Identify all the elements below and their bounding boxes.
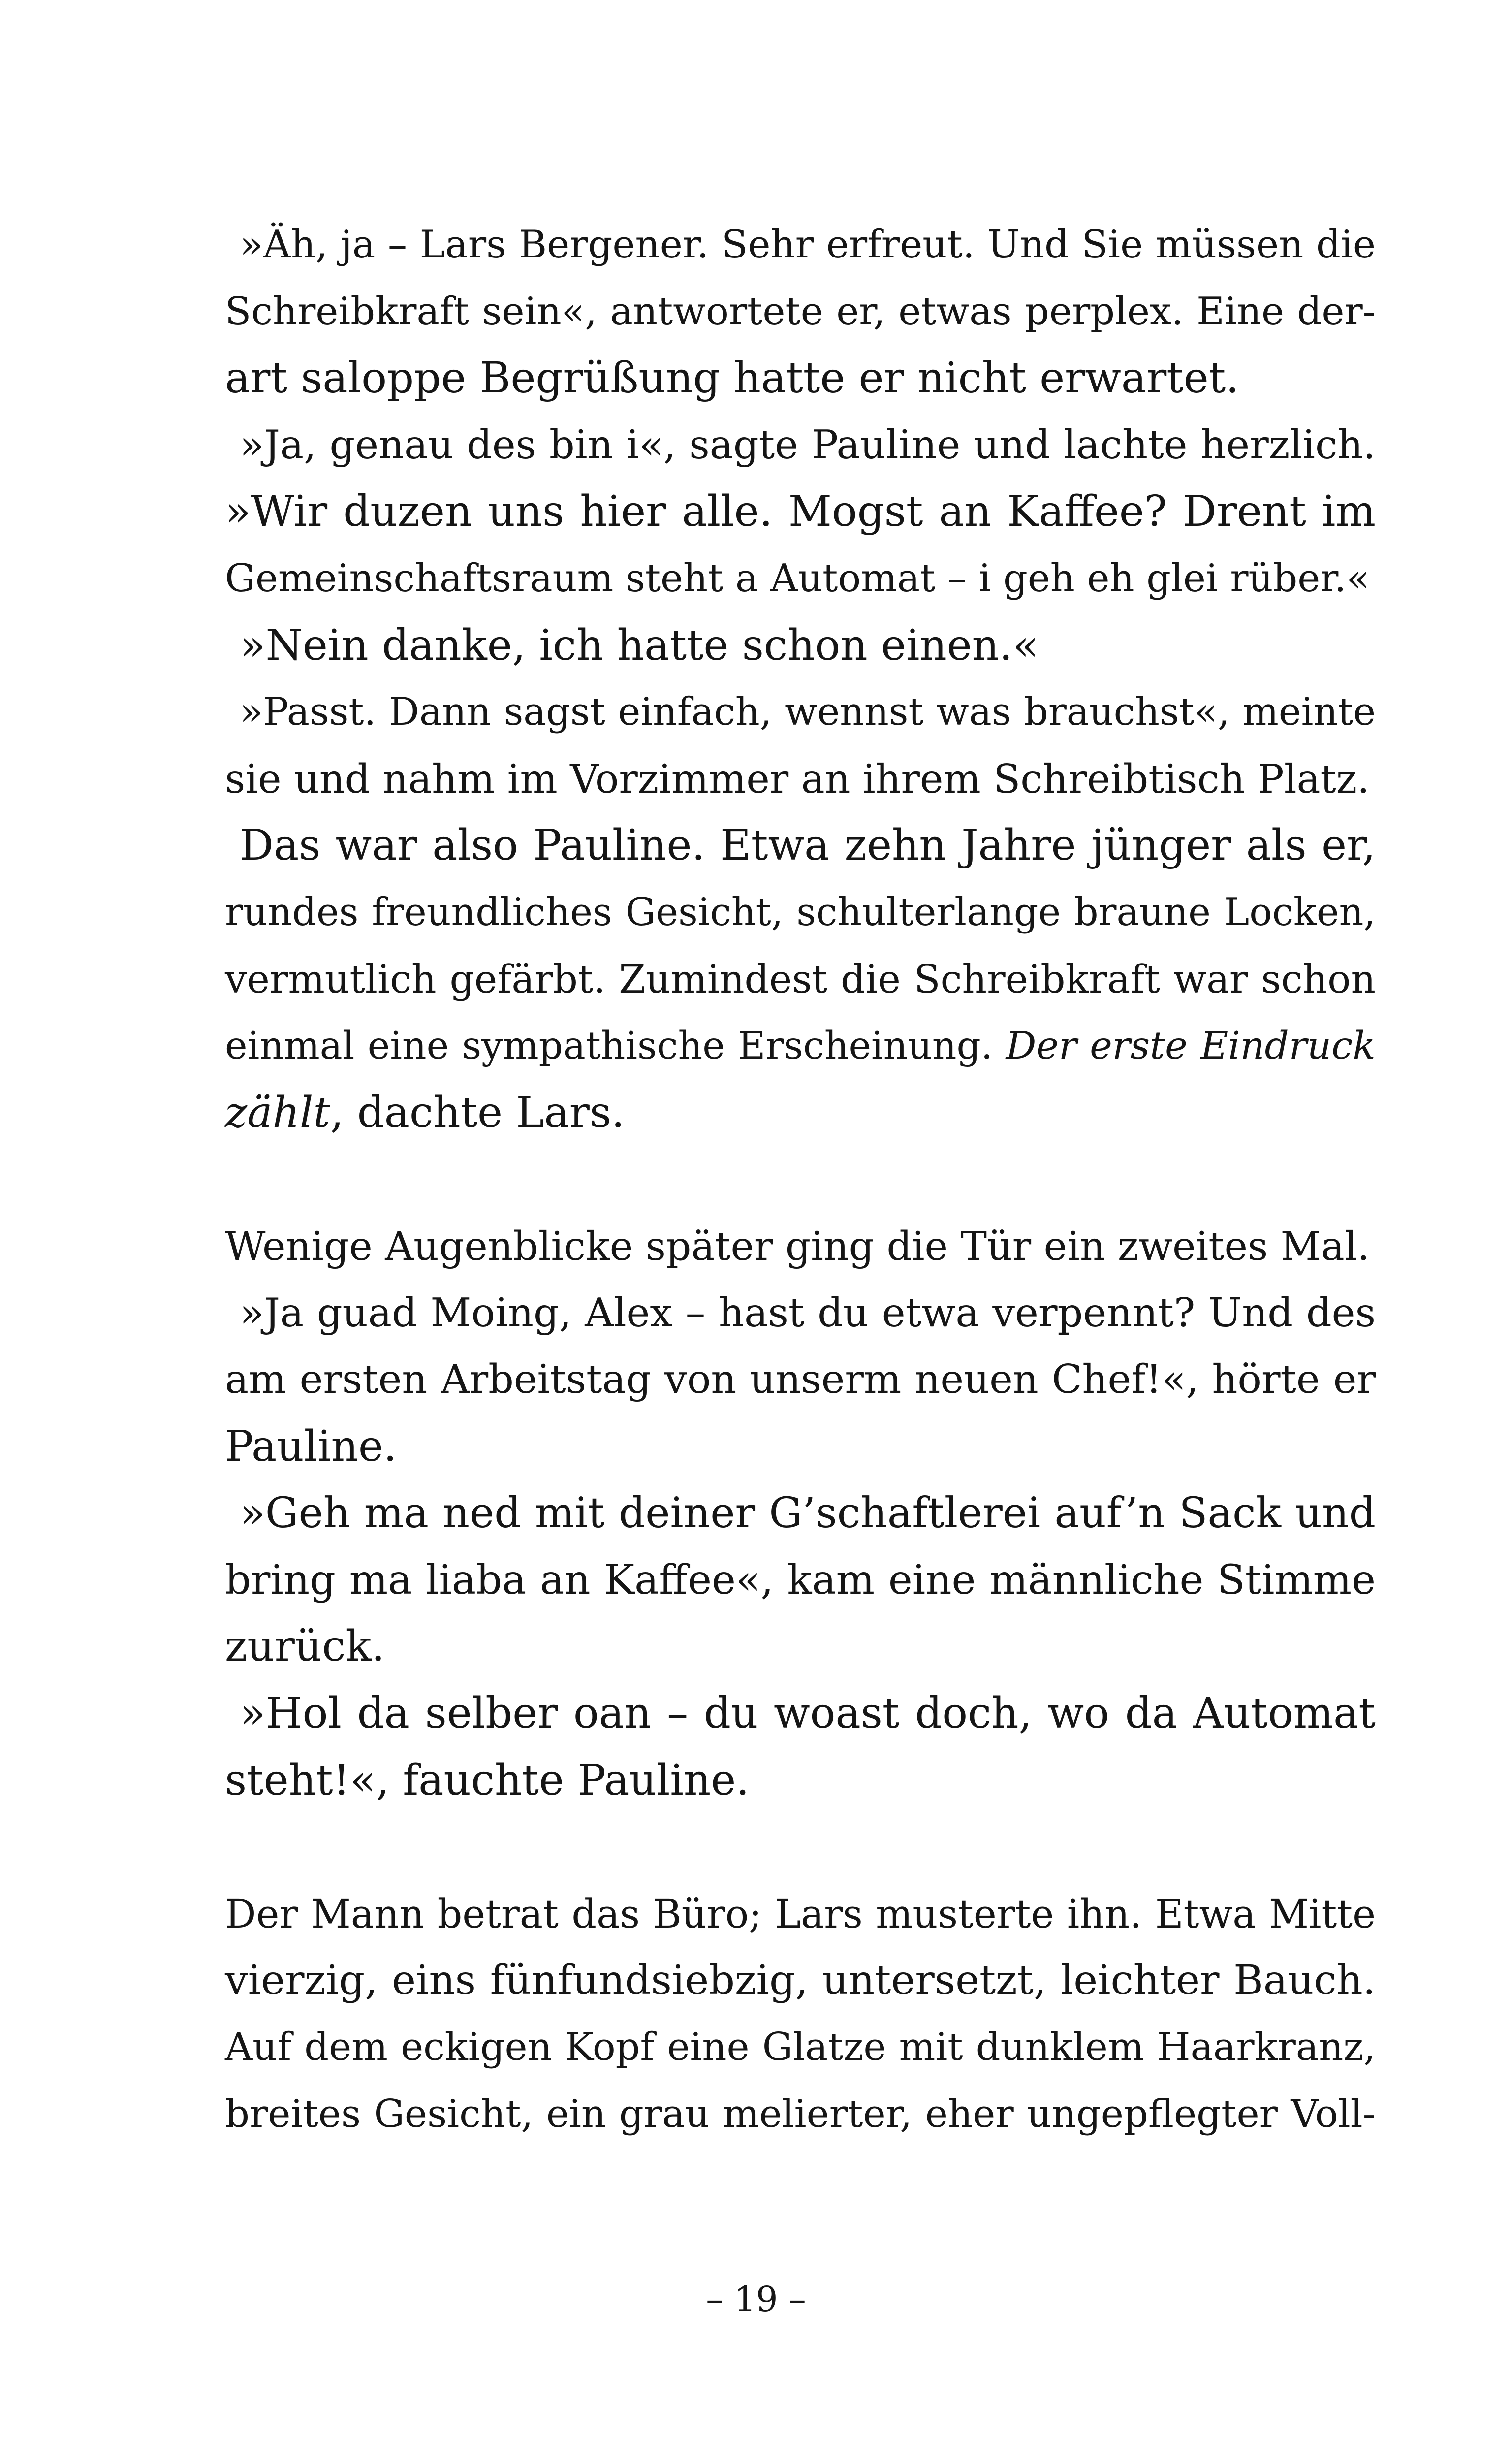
text-line: »Ja guad Moing, Alex – hast du etwa verpennt? Und des — [240, 1289, 1376, 1336]
text-line: »Nein danke, ich hatte schon einen.« — [240, 620, 1039, 670]
text-line — [225, 1080, 1376, 1147]
text-line: vermutlich gefärbt. Zumindest die Schreibkraft war schon — [225, 956, 1376, 1002]
body-text — [225, 212, 1376, 2148]
text-line: Pauline. — [225, 1421, 397, 1471]
text-line: sie und nahm im Vorzimmer an ihrem Schreibtisch Platz. — [225, 755, 1370, 802]
text-line: Das war also Pauline. Etwa zehn Jahre jünger als er, — [240, 821, 1376, 870]
text-line: rundes freundliches Gesicht, schulterlange braune Locken, — [225, 890, 1376, 934]
italic-text: zählt — [225, 1088, 331, 1137]
text-line: »Geh ma ned mit deiner G’schaftlerei auf’n Sack und — [240, 1489, 1376, 1538]
text-line: steht!«, fauchte Pauline. — [225, 1755, 750, 1805]
text-line: breites Gesicht, ein grau melierter, eher ungepflegter Voll- — [225, 2091, 1376, 2136]
text-line: »Hol da selber oan – du woast doch, wo da Automat — [240, 1689, 1376, 1738]
text-line: »Ja, genau des bin i«, sagte Pauline und lachte herzlich. — [240, 421, 1376, 468]
text-line — [225, 1013, 1376, 1080]
section-break — [225, 1814, 1376, 1881]
text-run: , dachte Lars. — [330, 1088, 625, 1137]
text-line: art saloppe Begrüßung hatte er nicht erwartet. — [225, 354, 1239, 403]
text-line: bring ma liaba an Kaffee«, kam eine männliche Stimme — [225, 1556, 1376, 1604]
section-break — [225, 1146, 1376, 1213]
text-line: »Äh, ja – Lars Bergener. Sehr erfreut. Und Sie müssen die — [240, 223, 1376, 267]
text-line: Wenige Augenblicke später ging die Tür ein zweites Mal. — [225, 1222, 1370, 1269]
text-line: Der Mann betrat das Büro; Lars musterte ihn. Etwa Mitte — [225, 1891, 1376, 1937]
text-line: Schreibkraft sein«, antwortete er, etwas perplex. Eine der- — [225, 289, 1376, 334]
text-line: am ersten Arbeitstag von unserm neuen Chef!«, hörte er — [225, 1356, 1376, 1403]
page-number: – 19 – — [706, 2279, 806, 2319]
text-line: Gemeinschaftsraum steht a Automat – i geh eh glei rüber.« — [225, 556, 1370, 601]
text-line: Auf dem eckigen Kopf eine Glatze mit dunklem Haarkranz, — [225, 2025, 1376, 2070]
text-line: zurück. — [225, 1622, 385, 1672]
text-line: »Wir duzen uns hier alle. Mogst an Kaffee? Drent im — [225, 487, 1376, 537]
text-line: »Passt. Dann sagst einfach, wennst was brauchst«, meinte — [240, 690, 1376, 735]
text-line: vierzig, eins fünfundsiebzig, untersetzt, leichter Bauch. — [225, 1957, 1376, 2004]
italic-text: Der erste Eindruck — [1006, 1024, 1376, 1068]
text-run: einmal eine sympathische Erscheinung. — [225, 1024, 1006, 1068]
